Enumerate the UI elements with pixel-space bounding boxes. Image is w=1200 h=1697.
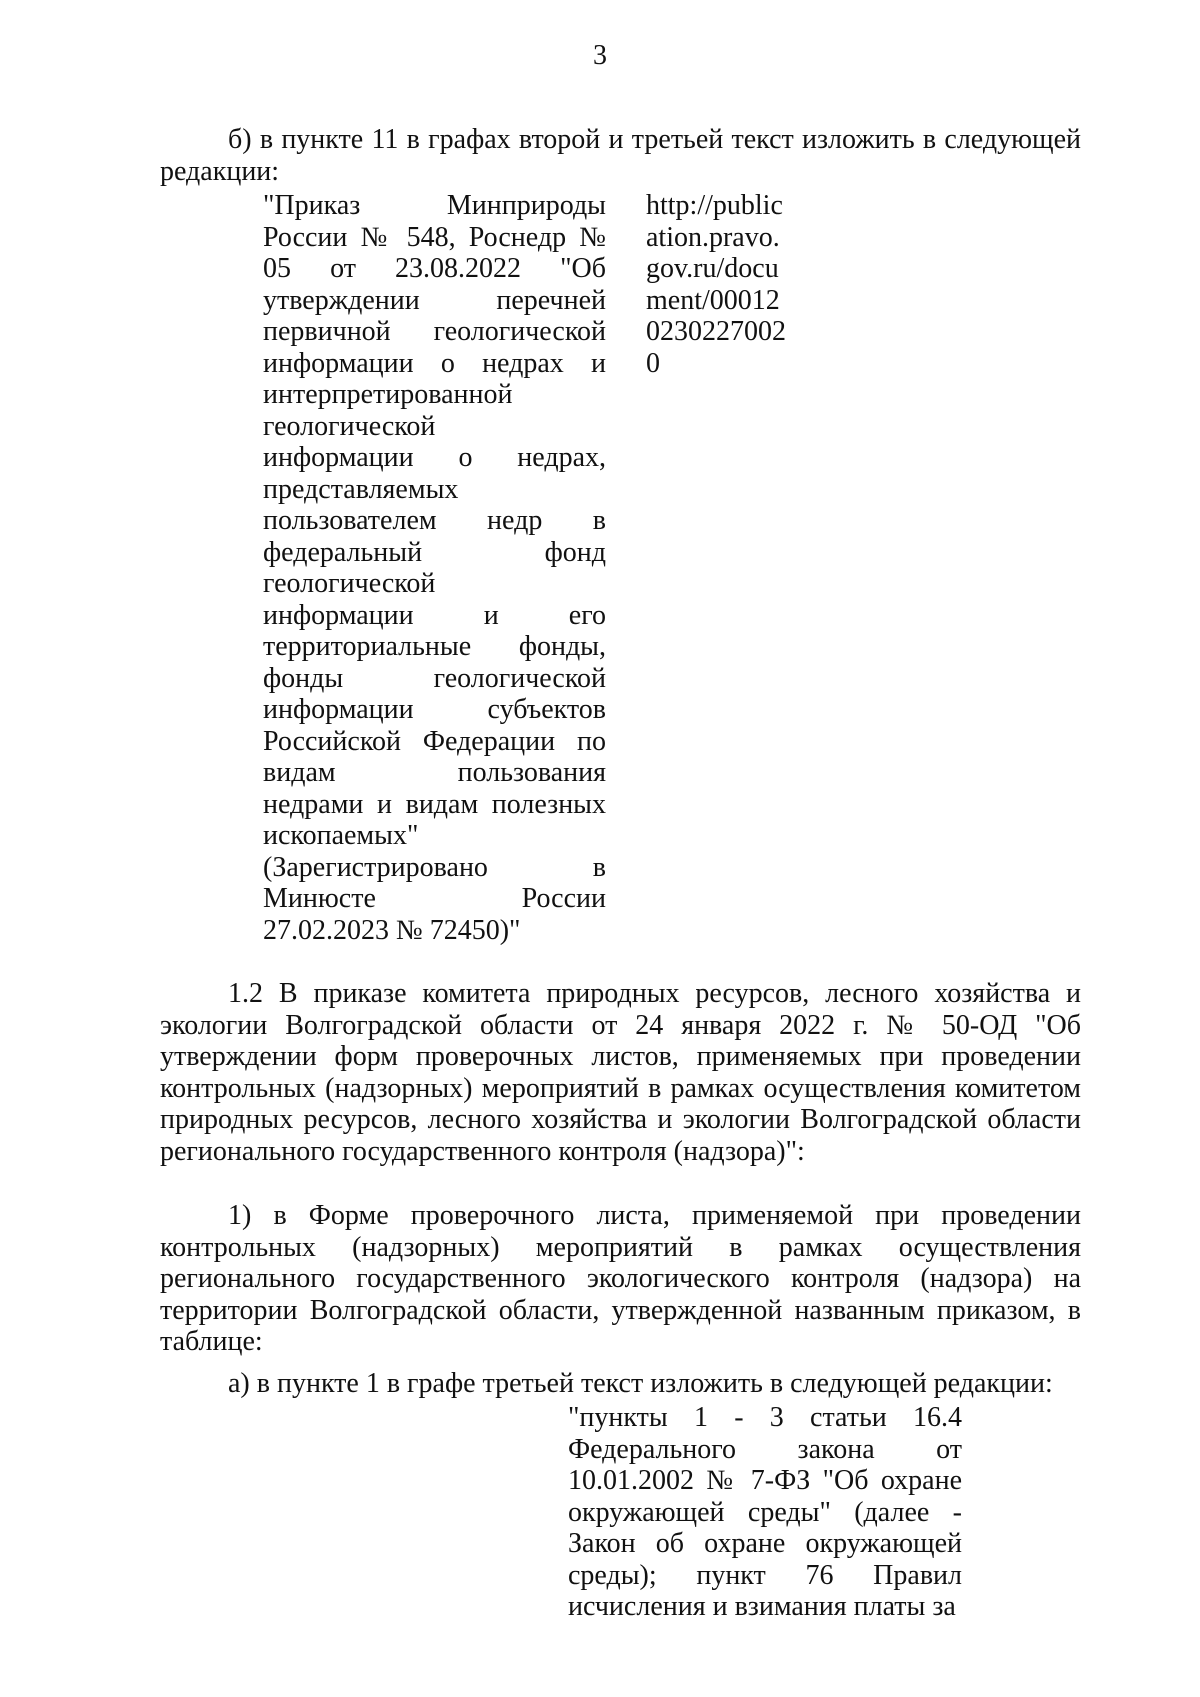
amendment-a-paragraph: а) в пункте 1 в графе третьей текст изложить в следующей редакции:: [228, 1368, 1053, 1399]
amendment-b-paragraph: б) в пункте 11 в графах второй и третьей текст изложить в следующей редакции:: [160, 124, 1081, 187]
column-two-line: 05 от 23.08.2022 "Об: [263, 253, 606, 284]
column-three-line: gov.ru/docu: [646, 253, 779, 284]
column-two-line: (Зарегистрировано в: [263, 851, 606, 883]
column-two-line: недрами и видам полезных: [263, 788, 606, 820]
column-three-line: 0230227002: [646, 316, 786, 347]
column-two-line: информации о недрах и: [263, 347, 606, 379]
amendment-b-column-two: [263, 190, 606, 946]
column-two-line: информации субъектов: [263, 694, 606, 725]
column-two-line: представляемых: [263, 473, 459, 505]
column-two-line: "Приказ Минприроды: [263, 190, 606, 221]
item-1-paragraph: 1) в Форме проверочного листа, применяемой при проведении контрольных (надзорных) мероприятий в рамках осуществления регионального государственного экологического контроля (надзора) на территории Волгоградской области, утвержденной названным приказом, в таблице:: [160, 1200, 1081, 1357]
column-two-line: федеральный фонд: [263, 536, 606, 568]
column-two-line: информации о недрах,: [263, 442, 606, 473]
column-two-line: интерпретированной: [263, 379, 513, 410]
column-two-line: территориальные фонды,: [263, 631, 606, 662]
column-two-line: видам пользования: [263, 757, 606, 788]
amendment-b-column-three: [646, 190, 806, 379]
column-two-line: ископаемых": [263, 820, 419, 851]
column-three-line: http://public: [646, 190, 783, 221]
column-two-line: 27.02.2023 № 72450)": [263, 914, 521, 946]
column-two-line: фонды геологической: [263, 662, 606, 694]
column-two-line: России № 548, Роснедр №: [263, 221, 606, 253]
column-two-line: пользователем недр в: [263, 505, 606, 536]
column-two-line: первичной геологической: [263, 316, 606, 347]
amendment-a-column-three: "пункты 1 - 3 статьи 16.4 Федерального закона от 10.01.2002 № 7-ФЗ "Об охране окружающей среды" (далее - Закон об охране окружающей среды); пункт 76 Правил исчисления и взимания платы за: [568, 1402, 962, 1622]
column-three-line: 0: [646, 347, 660, 379]
column-two-line: утверждении перечней: [263, 284, 606, 316]
column-two-line: Минюсте России: [263, 883, 606, 914]
column-two-line: геологической: [263, 568, 436, 599]
column-three-line: ment/00012: [646, 284, 780, 316]
column-two-line: Российской Федерации по: [263, 725, 606, 757]
page-number: 3: [593, 40, 607, 71]
section-1-2-paragraph: 1.2 В приказе комитета природных ресурсов, лесного хозяйства и экологии Волгоградской области от 24 января 2022 г. № 50-ОД "Об утверждении форм проверочных листов, применяемых при проведении контрольных (надзорных) мероприятий в рамках осуществления комитетом природных ресурсов, лесного хозяйства и экологии Волгоградской области регионального государственного контроля (надзора)":: [160, 978, 1081, 1167]
column-three-line: ation.pravo.: [646, 221, 780, 253]
column-two-line: геологической: [263, 410, 436, 442]
column-two-line: информации и его: [263, 599, 606, 631]
